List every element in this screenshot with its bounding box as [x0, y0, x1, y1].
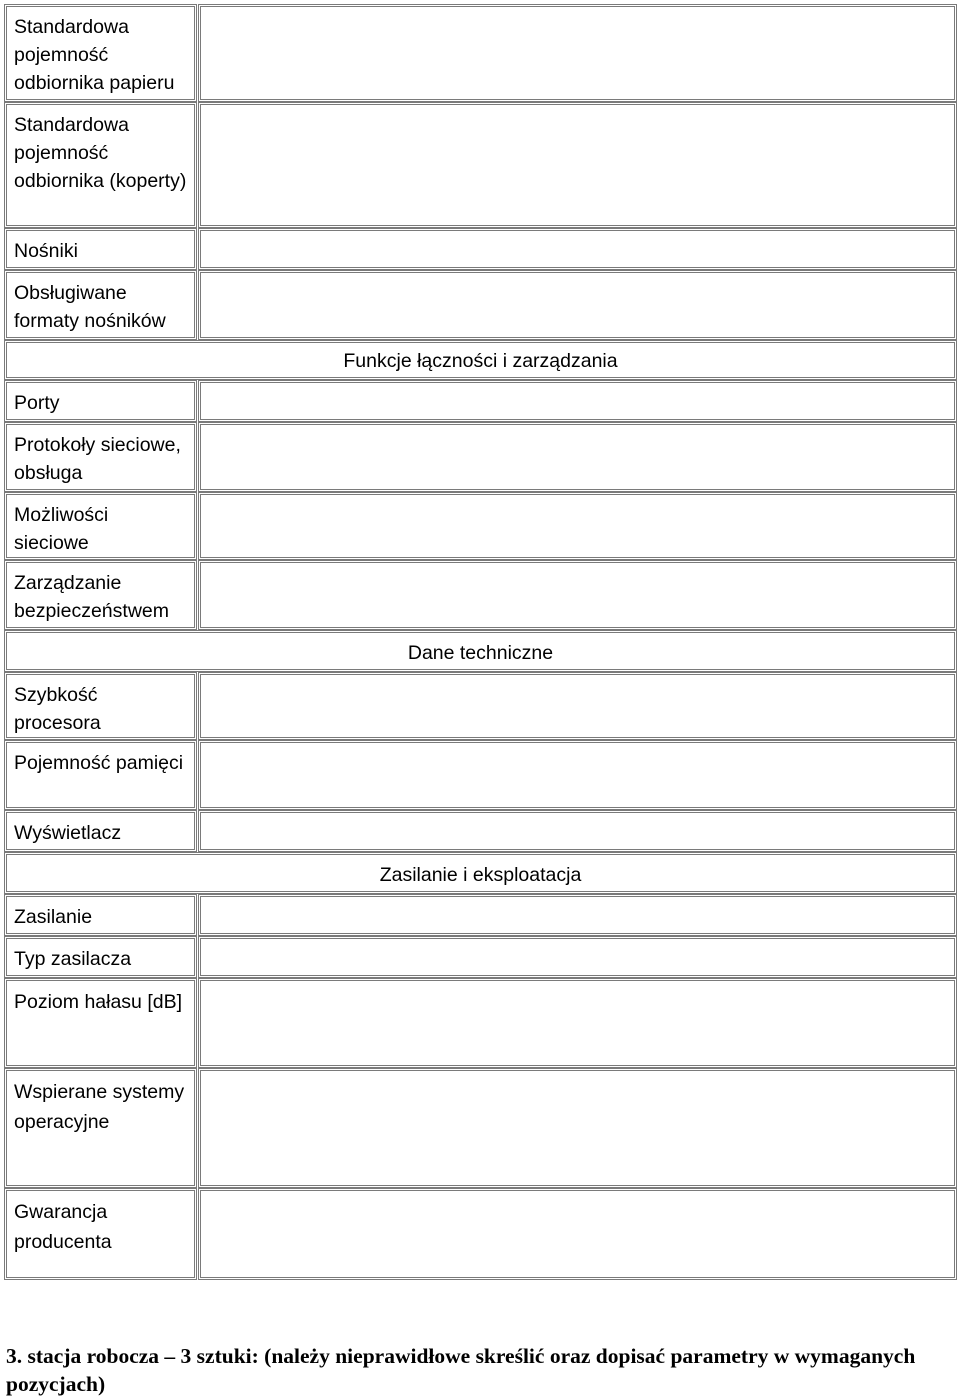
row-value[interactable] [198, 740, 957, 810]
table-row [4, 270, 957, 340]
row-label: Zarządzanie bezpieczeństwem [4, 560, 197, 630]
row-label: Obsługiwane formaty nośników [4, 270, 197, 340]
table-row [4, 4, 957, 102]
row-label: Protokoły sieciowe, obsługa [4, 422, 197, 492]
table-row [4, 740, 957, 810]
section-header-technical: Dane techniczne [4, 630, 957, 672]
row-label: Gwarancja producenta [4, 1188, 197, 1280]
row-label: Poziom hałasu [dB] [4, 978, 197, 1068]
row-label: Standardowa pojemność odbiornika (koperty) [4, 102, 197, 228]
section-header-connectivity: Funkcje łączności i zarządzania [4, 340, 957, 380]
row-value[interactable] [198, 672, 957, 740]
row-value[interactable] [198, 270, 957, 340]
section-header-power: Zasilanie i eksploatacja [4, 852, 957, 894]
row-value[interactable] [198, 1188, 957, 1280]
row-label: Typ zasilacza [4, 936, 197, 978]
row-label: Szybkość procesora [4, 672, 197, 740]
table-row [4, 422, 957, 492]
row-label: Wyświetlacz [4, 810, 197, 852]
table-row [4, 1188, 957, 1280]
row-label: Możliwości sieciowe [4, 492, 197, 560]
row-label: Pojemność pamięci [4, 740, 197, 810]
table-row [4, 228, 957, 270]
row-value[interactable] [198, 936, 957, 978]
row-value[interactable] [198, 810, 957, 852]
table-row [4, 380, 957, 422]
row-label: Nośniki [4, 228, 197, 270]
table-row [4, 936, 957, 978]
row-value[interactable] [198, 978, 957, 1068]
row-value[interactable] [198, 4, 957, 102]
row-value[interactable] [198, 422, 957, 492]
row-label: Porty [4, 380, 197, 422]
table-row [4, 672, 957, 740]
row-value[interactable] [198, 894, 957, 936]
table-row [4, 492, 957, 560]
table-row [4, 102, 957, 228]
row-label: Zasilanie [4, 894, 197, 936]
table-row [4, 810, 957, 852]
row-value[interactable] [198, 228, 957, 270]
row-value[interactable] [198, 1068, 957, 1188]
row-label: Standardowa pojemność odbiornika papieru [4, 4, 197, 102]
row-value[interactable] [198, 492, 957, 560]
section-heading-workstation: 3. stacja robocza – 3 sztuki: (należy nieprawidłowe skreślić oraz dopisać parametry w wymaganych pozycjach) [6, 1344, 916, 1396]
row-label: Wspierane systemy operacyjne [4, 1068, 197, 1188]
table-row [4, 560, 957, 630]
table-row [4, 894, 957, 936]
row-value[interactable] [198, 560, 957, 630]
table-row [4, 1068, 957, 1188]
row-value[interactable] [198, 380, 957, 422]
row-value[interactable] [198, 102, 957, 228]
table-row [4, 978, 957, 1068]
